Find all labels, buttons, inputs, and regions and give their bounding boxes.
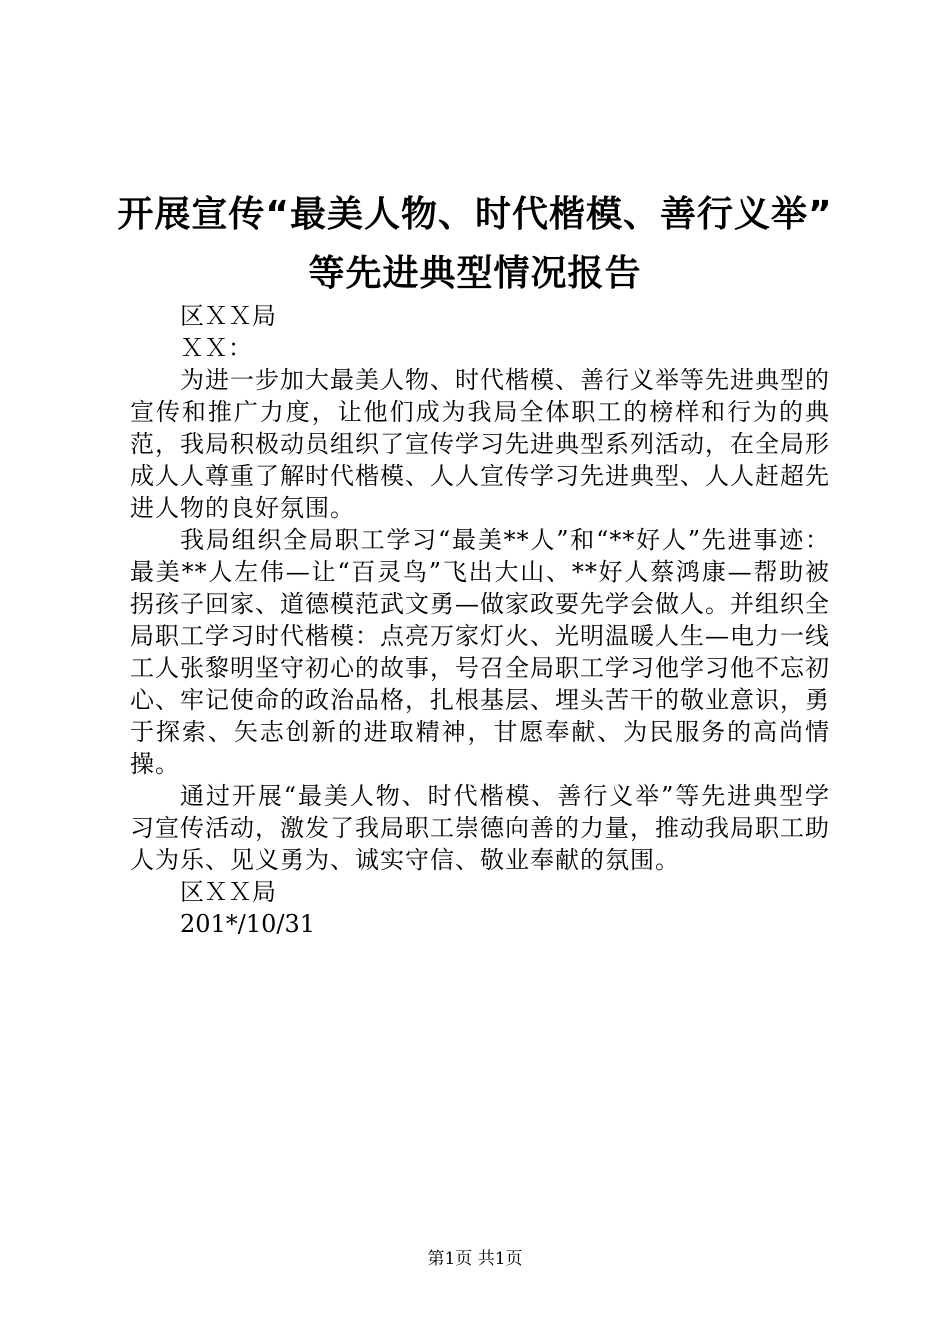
document-title-line2: 等先进典型情况报告 (308, 253, 642, 294)
paragraph-3: 通过开展“最美人物、时代楷模、善行义举”等先进典型学习宣传活动，激发了我局职工崇德向善的力量，推动我局职工助人为乐、见义勇为、诚实守信、敬业奉献的氛围。 (130, 782, 830, 874)
paragraph-1: 为进一步加大最美人物、时代楷模、善行义举等先进典型的宣传和推广力度，让他们成为我局全体职工的榜样和行为的典范，我局积极动员组织了宣传学习先进典型系列活动，在全局形成人人尊重了解时代楷模、人人宣传学习先进典型、人人赶超先进人物的良好氛围。 (130, 366, 830, 522)
date: 201*/10/31 (180, 910, 316, 938)
page-footer: 第1页 共1页 (427, 1249, 523, 1269)
signature: 区ＸＸ局 (180, 878, 276, 906)
recipient: ＸＸ： (180, 334, 252, 362)
paragraph-2: 我局组织全局职工学习“最美**人”和“**好人”先进事迹：最美**人左伟—让“百灵鸟”飞出大山、**好人蔡鸿康—帮助被拐孩子回家、道德模范武文勇—做家政要先学会做人。并组织全局职工学习时代楷模：点亮万家灯火、光明温暖人生—电力一线工人张黎明坚守初心的故事，号召全局职工学习他学习他不忘初心、牢记使命的政治品格，扎根基层、埋头苦干的敬业意识，勇于探索、矢志创新的进取精神，甘愿奉献、为民服务的高尚情操。 (130, 526, 830, 778)
document-body (130, 300, 830, 940)
document-title-line1: 开展宣传“最美人物、时代楷模、善行义举” (117, 194, 833, 235)
sender: 区ＸＸ局 (180, 302, 276, 330)
